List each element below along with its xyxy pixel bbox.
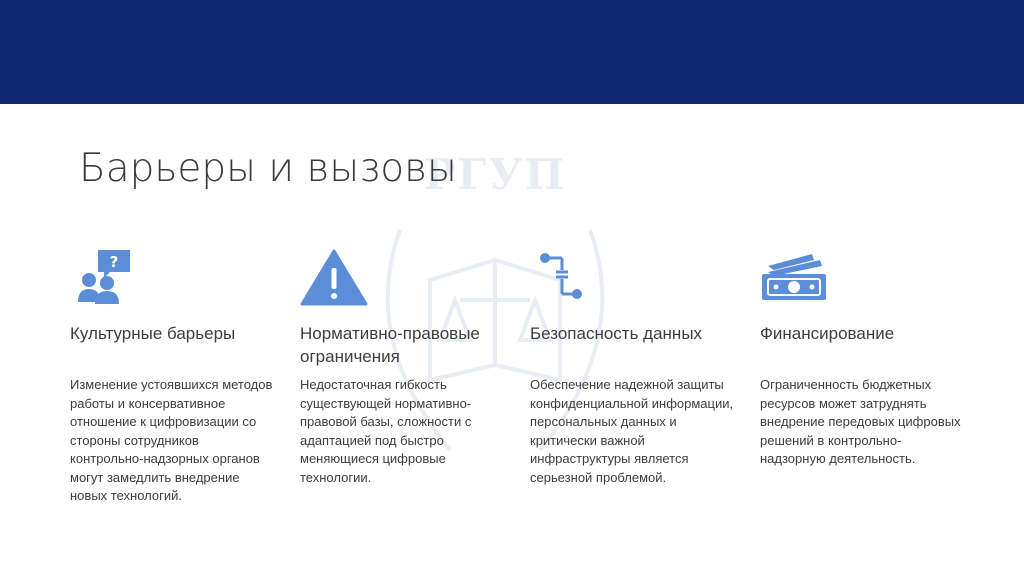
column-text: Ограниченность бюджетных ресурсов может затруднять внедрение передовых цифровых решений в контрольно-надзорную деятельность. [760, 377, 961, 466]
money-icon [760, 246, 830, 306]
svg-text:?: ? [109, 253, 119, 271]
warning-icon [300, 246, 370, 306]
header-bar [0, 0, 1024, 104]
column-heading: Финансирование [760, 324, 895, 343]
column-text: Недостаточная гибкость существующей нормативно-правовой базы, сложности с адаптацией под быстро меняющиеся цифровые технологии. [300, 377, 472, 485]
column-heading: Нормативно-правовые ограничения [300, 324, 480, 366]
watermark-label: РГУП [423, 150, 567, 199]
people-question-icon [70, 246, 140, 306]
column-heading: Безопасность данных [530, 324, 703, 343]
slide-title: Барьеры и вызовы [79, 146, 457, 191]
column-text: Изменение устоявшихся методов работы и консервативное отношение к цифровизации со стороны сотрудников контрольно-надзорных органов могут замедлить внедрение новых технологий. [70, 377, 273, 503]
data-connection-icon [530, 246, 600, 306]
column-heading: Культурные барьеры [70, 324, 236, 343]
column-text: Обеспечение надежной защиты конфиденциальной информации, персональных данных и критически важной инфраструктуры является серьезной проблемой. [530, 377, 734, 485]
